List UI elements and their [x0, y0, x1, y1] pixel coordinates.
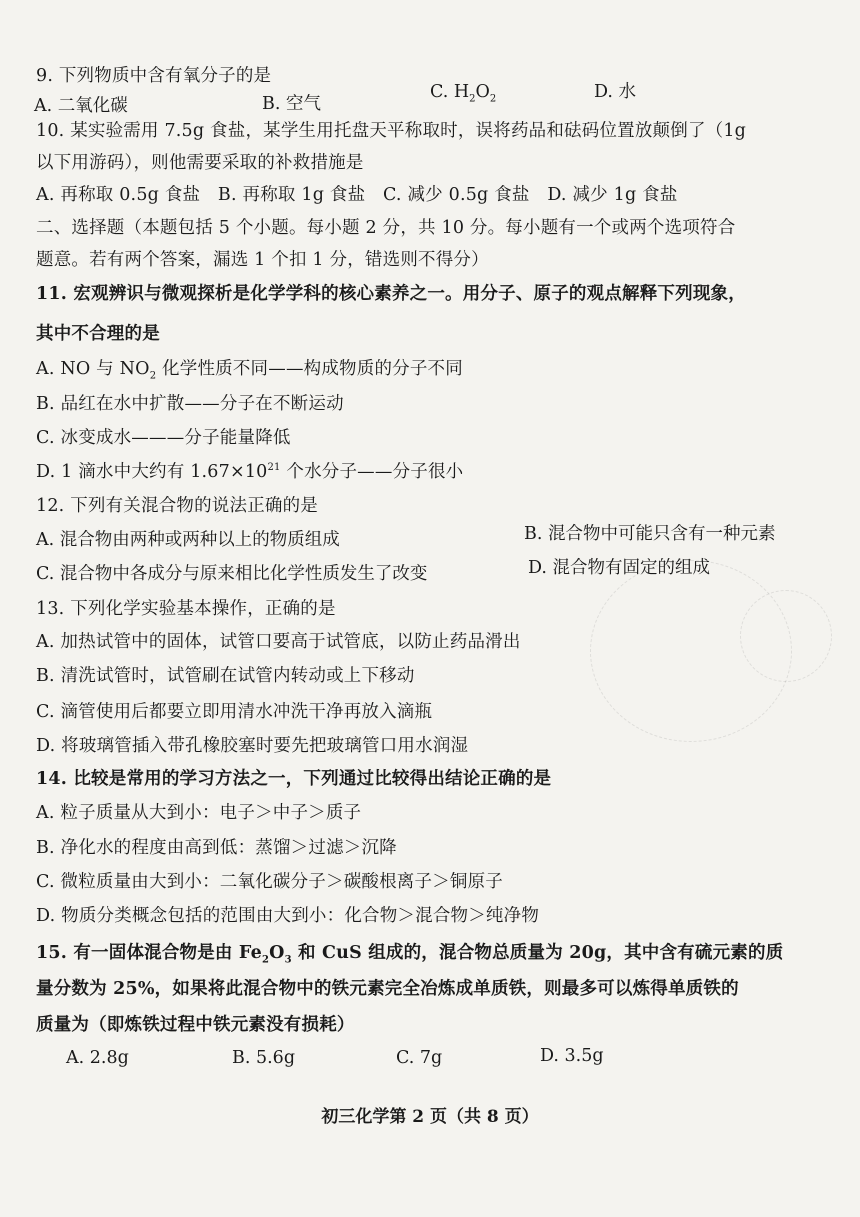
question-15-option-d: D. 3.5g [540, 1046, 604, 1066]
question-10-stem-line-1: 10. 某实验需用 7.5g 食盐，某学生用托盘天平称取时，误将药品和砝码位置放颠倒了（1g [36, 121, 747, 141]
question-10-options: A. 再称取 0.5g 食盐 B. 再称取 1g 食盐 C. 减少 0.5g 食盐 D. 减少 1g 食盐 [36, 185, 678, 205]
question-13-option-b: B. 清洗试管时，试管刷在试管内转动或上下移动 [36, 666, 415, 686]
question-14-option-d: D. 物质分类概念包括的范围由大到小：化合物＞混合物＞纯净物 [36, 906, 540, 926]
question-11-option-b: B. 品红在水中扩散——分子在不断运动 [36, 394, 344, 414]
question-14-option-c: C. 微粒质量由大到小：二氧化碳分子＞碳酸根离子＞铜原子 [36, 872, 503, 892]
question-12-option-a: A. 混合物由两种或两种以上的物质组成 [36, 530, 340, 550]
question-13-option-d: D. 将玻璃管插入带孔橡胶塞时要先把玻璃管口用水润湿 [36, 736, 469, 756]
question-14-option-b: B. 净化水的程度由高到低：蒸馏＞过滤＞沉降 [36, 838, 397, 858]
question-9-option-c: C. $H_2O_2$ [430, 82, 497, 105]
question-11-stem-line-1: 11. 宏观辨识与微观探析是化学学科的核心素养之一。用分子、原子的观点解释下列现象， [36, 284, 746, 304]
question-13-stem: 13. 下列化学实验基本操作，正确的是 [36, 599, 336, 619]
question-12-stem: 12. 下列有关混合物的说法正确的是 [36, 496, 318, 516]
section-2-heading-line-1: 二、选择题（本题包括 5 个小题。每小题 2 分，共 10 分。每小题有一个或两个选项符合 [36, 218, 736, 238]
question-11-option-a: A. NO 与 $NO_2$ 化学性质不同——构成物质的分子不同 [36, 359, 463, 382]
question-9-stem: 9. 下列物质中含有氧分子的是 [36, 66, 272, 86]
question-9-option-d: D. 水 [594, 82, 637, 102]
question-12-option-b: B. 混合物中可能只含有一种元素 [524, 524, 776, 544]
question-11-stem-line-2: 其中不合理的是 [36, 324, 160, 344]
question-9-option-b: B. 空气 [262, 94, 321, 114]
question-13-option-c: C. 滴管使用后都要立即用清水冲洗干净再放入滴瓶 [36, 702, 433, 722]
question-10-stem-line-2: 以下用游码），则他需要采取的补救措施是 [36, 153, 364, 173]
question-14-stem: 14. 比较是常用的学习方法之一，下列通过比较得出结论正确的是 [36, 769, 552, 789]
section-2-heading-line-2: 题意。若有两个答案，漏选 1 个扣 1 分，错选则不得分） [36, 250, 489, 270]
faint-stamp-mark [740, 590, 832, 682]
question-15-stem-line-3: 质量为（即炼铁过程中铁元素没有损耗） [36, 1015, 355, 1035]
question-15-option-c: C. 7g [396, 1048, 443, 1068]
question-15-stem-line-2: 量分数为 25%，如果将此混合物中的铁元素完全冶炼成单质铁，则最多可以炼得单质铁的 [36, 979, 739, 999]
question-12-option-c: C. 混合物中各成分与原来相比化学性质发生了改变 [36, 564, 428, 584]
question-11-option-c: C. 冰变成水———分子能量降低 [36, 428, 291, 448]
page-footer: 初三化学第 2 页（共 8 页） [321, 1107, 539, 1127]
question-14-option-a: A. 粒子质量从大到小：电子＞中子＞质子 [36, 803, 362, 823]
question-12-option-d: D. 混合物有固定的组成 [528, 558, 711, 578]
question-13-option-a: A. 加热试管中的固体，试管口要高于试管底，以防止药品滑出 [36, 632, 521, 652]
question-15-stem-line-1: 15. 有一固体混合物是由 $Fe_2O_3$ 和 CuS 组成的，混合物总质量为 20g，其中含有硫元素的质 [36, 943, 784, 966]
question-15-option-a: A. 2.8g [66, 1048, 129, 1068]
question-15-option-b: B. 5.6g [232, 1048, 296, 1068]
question-11-option-d: D. 1 滴水中大约有 $1.67\times 10^{21}$ 个水分子——分子很小 [36, 462, 464, 482]
question-9-option-a: A. 二氧化碳 [34, 96, 128, 116]
